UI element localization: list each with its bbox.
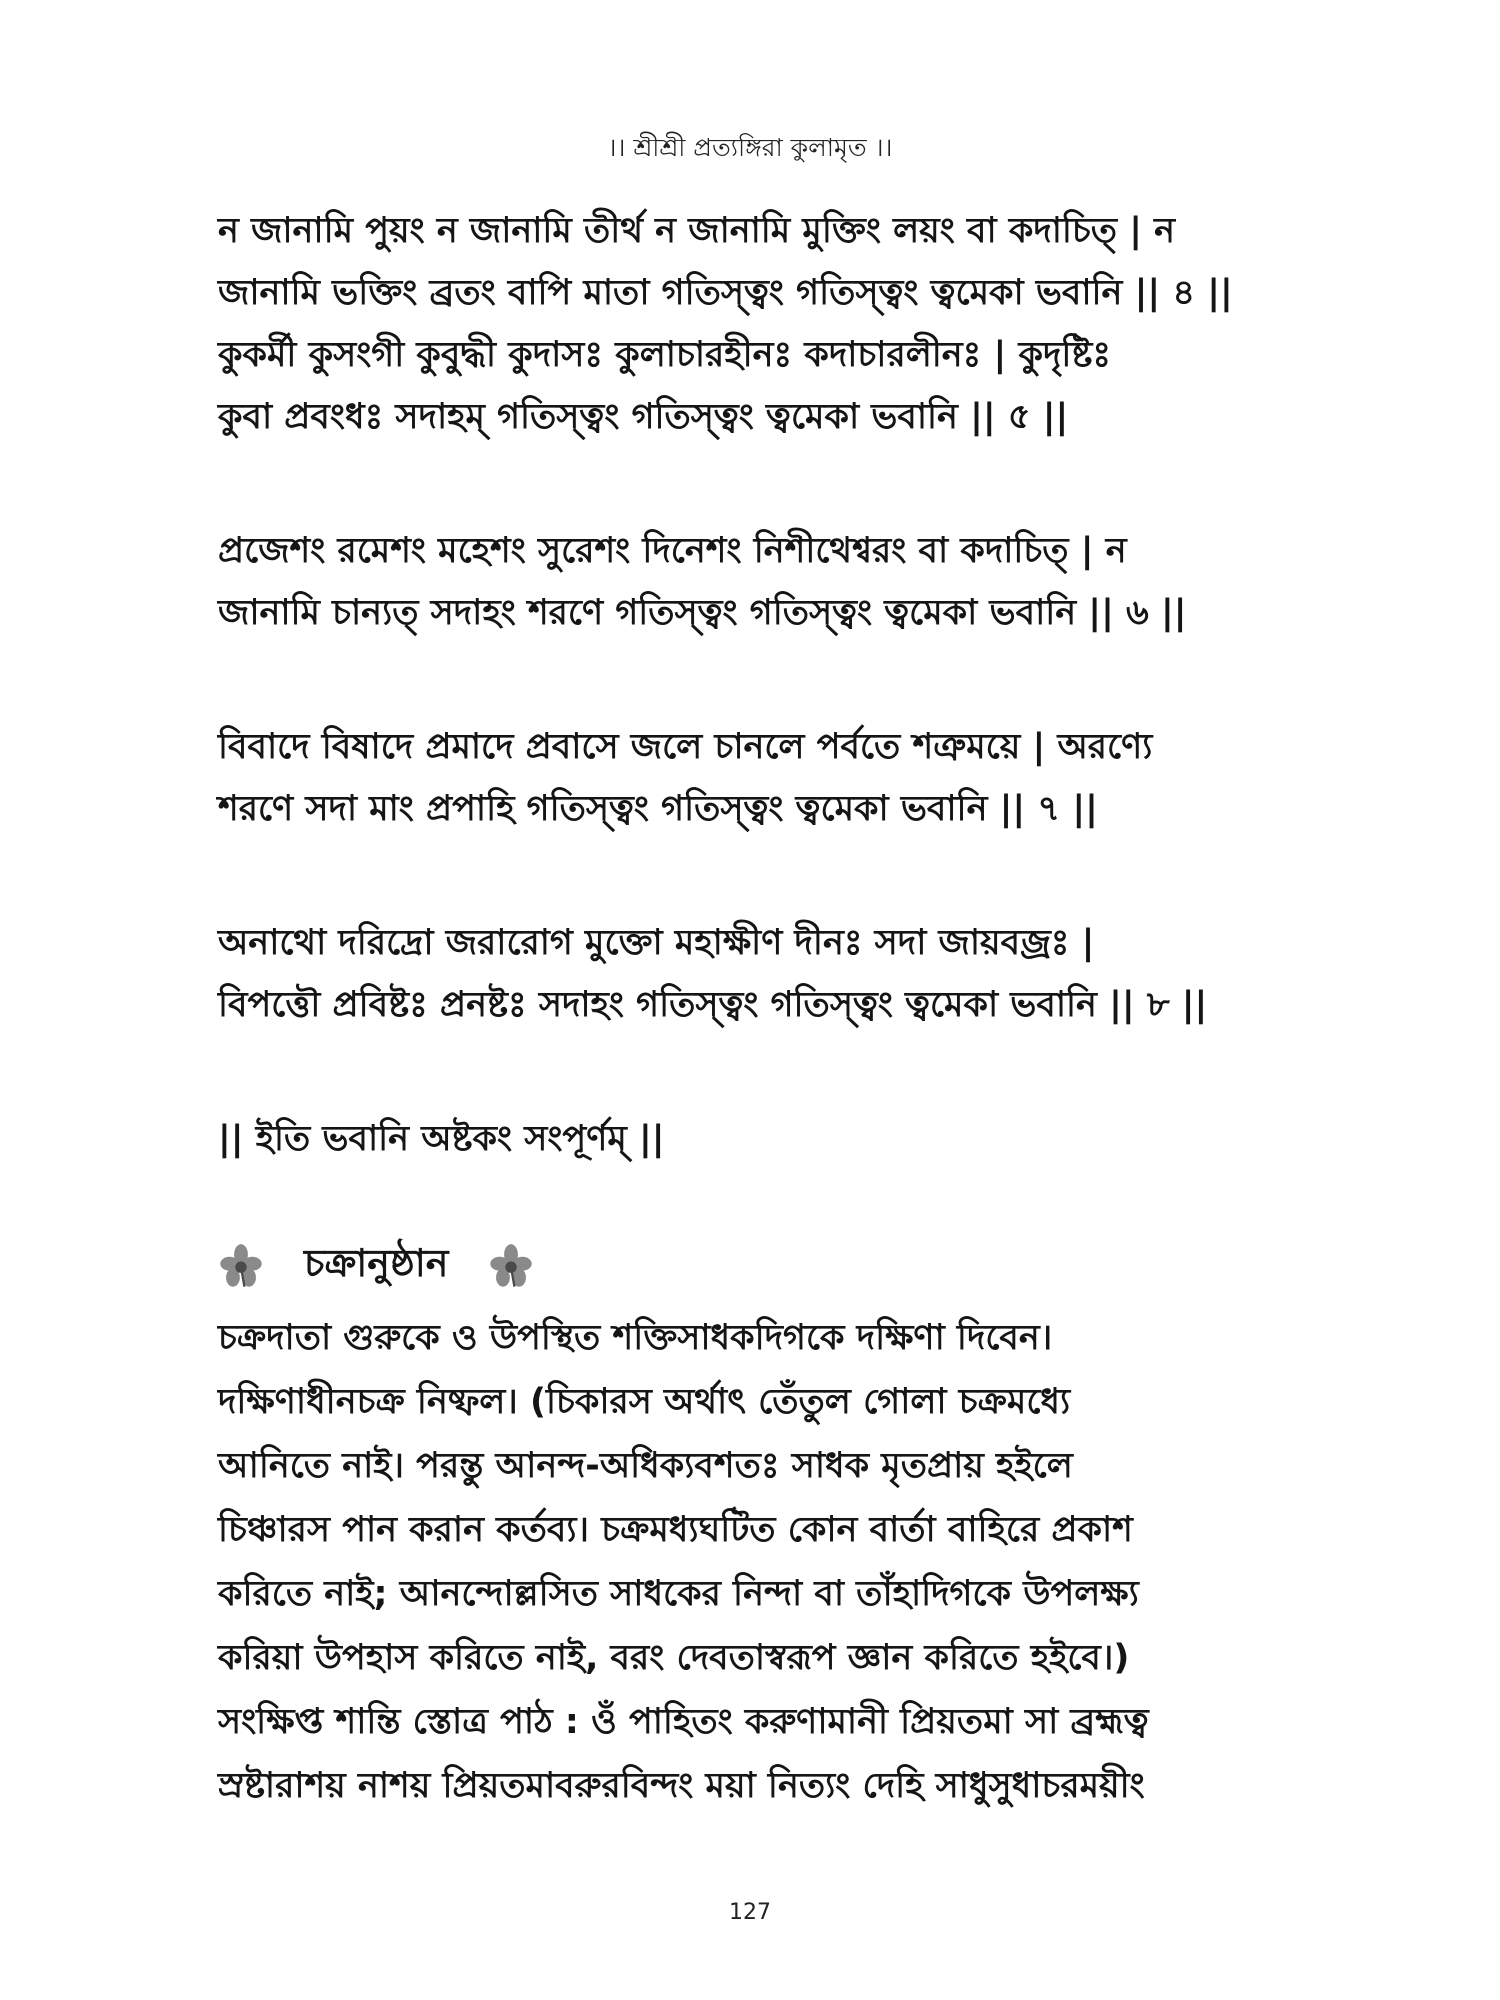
verse-line: কুবা প্রবংধঃ সদাহম্ গতিস্ত্বং গতিস্ত্বং ত্বমেকা ভবানি || ৫ || <box>218 397 1069 437</box>
verse-line: ন জানামি পুয়ং ন জানামি তীর্থ ন জানামি মুক্তিং লয়ং বা কদাচিত্ | ন <box>218 211 1176 251</box>
page-number: 127 <box>729 1900 771 1925</box>
verse-line: অনাথো দরিদ্রো জরারোগ মুক্তো মহাক্ষীণ দীনঃ সদা জায়বজ্রঃ | <box>218 923 1095 963</box>
prose-line: দক্ষিণাধীনচক্র নিষ্ফল। (চিকারস অর্থাৎ তেঁতুল গোলা চক্রমধ্যে <box>218 1382 1071 1422</box>
section-title: চক্রানুষ্ঠান <box>304 1241 449 1285</box>
page-content <box>218 200 1298 1818</box>
verse-line: প্রজেশং রমেশং মহেশং সুরেশং দিনেশং নিশীথেশ্বরং বা কদাচিত্ | ন <box>218 531 1127 571</box>
prose-line: স্রষ্টারাশয় নাশয় প্রিয়তমাবরুরবিন্দং ময়া নিত্যং দেহি সাধুসুধাচরময়ীং <box>218 1766 1145 1806</box>
section-heading <box>218 1234 1298 1298</box>
prose-line: সংক্ষিপ্ত শান্তি স্তোত্র পাঠ : ওঁ পাহিতং করুণামানী প্রিয়তমা সা ব্রহ্মত্ব <box>218 1702 1149 1742</box>
closing-line: || ইতি ভবানি অষ্টকং সংপূর্ণম্ || <box>218 1119 665 1159</box>
verse-line: শরণে সদা মাং প্রপাহি গতিস্ত্বং গতিস্ত্বং ত্বমেকা ভবানি || ৭ || <box>218 789 1098 829</box>
flower-icon <box>218 1243 264 1289</box>
prose-line: চিঞ্চারস পান করান কর্তব্য। চক্রমধ্যঘটিত কোন বার্তা বাহিরে প্রকাশ <box>218 1510 1133 1550</box>
stanza-1 <box>218 200 1298 448</box>
prose-line: করিয়া উপহাস করিতে নাই, বরং দেবতাস্বরূপ জ্ঞান করিতে হইবে।) <box>218 1638 1130 1678</box>
verse-line: জানামি চান্যত্ সদাহং শরণে গতিস্ত্বং গতিস্ত্বং ত্বমেকা ভবানি || ৬ || <box>218 593 1187 633</box>
verse-line: কুকর্মী কুসংগী কুবুদ্ধী কুদাসঃ কুলাচারহীনঃ কদাচারলীনঃ | কুদৃষ্টিঃ <box>218 335 1112 375</box>
flower-icon <box>488 1243 534 1289</box>
stanza-2 <box>218 520 1298 644</box>
prose-line: করিতে নাই; আনন্দোল্লসিত সাধকের নিন্দা বা তাঁহাদিগকে উপলক্ষ্য <box>218 1574 1139 1614</box>
stanza-4 <box>218 912 1298 1036</box>
prose-line: আনিতে নাই। পরন্তু আনন্দ-অধিক্যবশতঃ সাধক মৃতপ্রায় হইলে <box>218 1446 1073 1486</box>
prose-line: চক্রদাতা গুরুকে ও উপস্থিত শক্তিসাধকদিগকে দক্ষিণা দিবেন। <box>218 1318 1053 1358</box>
verse-line: বিবাদে বিষাদে প্রমাদে প্রবাসে জলে চানলে পর্বতে শত্রুময়ে | অরণ্যে <box>218 727 1153 767</box>
running-header: ।। শ্রীশ্রী প্রত্যঙ্গিরা কুলামৃত ।। <box>607 133 893 162</box>
stanza-3 <box>218 716 1298 840</box>
verse-line: বিপত্তৌ প্রবিষ্টঃ প্রনষ্টঃ সদাহং গতিস্ত্বং গতিস্ত্বং ত্বমেকা ভবানি || ৮ || <box>218 985 1208 1025</box>
verse-line: জানামি ভক্তিং ব্রতং বাপি মাতা গতিস্ত্বং গতিস্ত্বং ত্বমেকা ভবানি || ৪ || <box>218 273 1233 313</box>
section-body <box>218 1306 1298 1818</box>
